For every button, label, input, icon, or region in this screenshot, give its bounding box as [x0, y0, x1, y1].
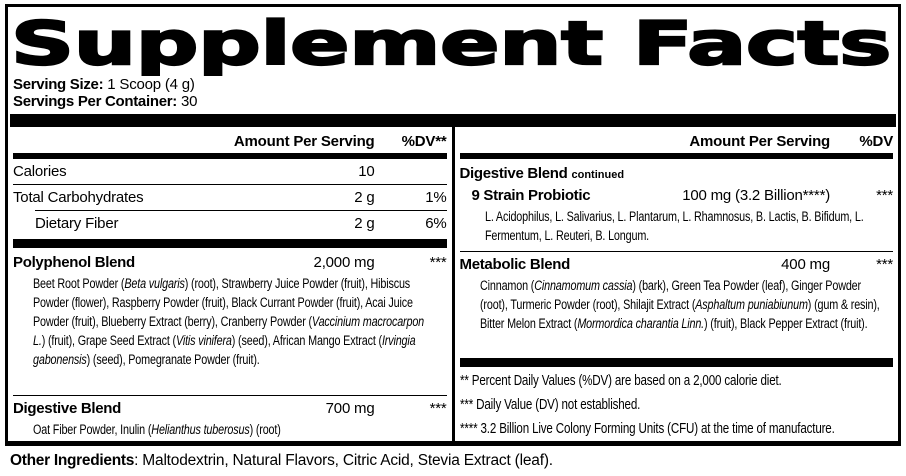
blend-header	[13, 396, 447, 418]
footnotes-divider-bar	[460, 358, 894, 367]
metabolic-blend-section	[460, 252, 894, 337]
blend-header	[460, 159, 894, 183]
digestive-blend-continued-section	[460, 159, 894, 249]
other-ingredients-label: Other Ingredients	[10, 452, 135, 469]
blend-amount: 700 mg	[325, 400, 375, 417]
left-amount-header: Amount Per Serving	[233, 133, 375, 150]
left-column-header	[13, 127, 447, 153]
probiotic-strains-text: L. Acidophilus, L. Salivarius, L. Plantarum, L. Rhamnosus, B. Lactis, B. Bifidum, L. Fermentum, L. Reuteri, B. Longum.	[484, 209, 864, 243]
blend-amount: 2,000 mg	[313, 254, 375, 271]
digestive-blend-section	[13, 395, 447, 441]
facts-columns	[8, 127, 898, 441]
other-ingredients-value: : Maltodextrin, Natural Flavors, Citric Acid, Stevia Extract (leaf).	[134, 452, 553, 469]
footnote-text: *** Daily Value (DV) not established.	[459, 396, 640, 413]
blend-amount: 400 mg	[781, 256, 830, 273]
sub-blend-dv: ***	[876, 187, 893, 204]
nutrient-dv: 1%	[425, 189, 447, 206]
sub-blend-name: 9 Strain Probiotic	[471, 187, 591, 204]
probiotic-row	[460, 183, 894, 205]
blend-header	[13, 250, 447, 272]
nutrient-amount: 2 g	[354, 189, 375, 206]
footnote-cfu	[460, 417, 894, 441]
nutrient-name: Dietary Fiber	[35, 215, 119, 232]
servings-per-container-line	[13, 94, 898, 111]
right-dv-header: %DV	[859, 133, 893, 150]
servings-per-container-label: Servings Per Container:	[13, 92, 177, 110]
page-title: Supplement Facts	[11, 12, 891, 76]
section-divider-bar	[13, 239, 447, 248]
servings-per-container-value: 30	[176, 92, 198, 110]
facts-panel	[5, 4, 901, 446]
footnote-text: ** Percent Daily Values (%DV) are based on a 2,000 calorie diet.	[459, 372, 782, 389]
blend-name-line	[460, 165, 894, 182]
table-row-dietary-fiber	[13, 211, 447, 236]
sub-blend-amount: 100 mg (3.2 Billion****)	[682, 187, 830, 204]
right-column	[455, 127, 899, 441]
nutrient-dv: 6%	[425, 215, 447, 232]
blend-ingredients	[13, 272, 447, 373]
serving-size-label: Serving Size:	[13, 76, 104, 93]
blend-name: Metabolic Blend	[459, 256, 571, 273]
blend-ingredients	[460, 274, 894, 337]
blend-name: Digestive Blend	[13, 400, 122, 417]
right-column-header	[460, 127, 894, 153]
top-divider-bar	[10, 114, 896, 127]
nutrient-amount: 2 g	[354, 215, 375, 232]
continued-label: continued	[571, 169, 625, 181]
serving-size-line	[13, 77, 898, 94]
polyphenol-blend-section	[13, 250, 447, 373]
blend-name: Polyphenol Blend	[13, 254, 135, 271]
blend-header	[460, 252, 894, 274]
blend-name: Digestive Blend	[459, 165, 568, 182]
serving-info	[13, 77, 898, 110]
blend-ingredients	[13, 418, 447, 441]
blend-dv: ***	[429, 254, 447, 271]
blend-dv: ***	[429, 400, 447, 417]
footnote-daily-values	[460, 369, 894, 393]
table-row-total-carbohydrates	[13, 185, 447, 210]
footnote-text: **** 3.2 Billion Live Colony Forming Units (CFU) at the time of manufacture.	[459, 420, 835, 437]
left-column	[8, 127, 452, 441]
right-amount-header: Amount Per Serving	[689, 133, 830, 150]
blend-ingredients-text: Beet Root Powder (Beta vulgaris) (root), Strawberry Juice Powder (fruit), Hibiscus Powder (flower), Raspberry Powder (fruit), Black Currant Powder (fruit), Acai Juice Powder (fruit), Blueberry Extract (berry), Cranberry Powder (Vaccinium macrocarpon L.) (fruit), Grape Seed Extract (Vitis vinifera) (seed), African Mango Extract (Irvingia gabonensis) (seed), Pomegranate Powder (fruit).	[33, 276, 425, 367]
left-dv-header: %DV**	[401, 133, 447, 150]
blend-ingredients-text: Oat Fiber Powder, Inulin (Helianthus tuberosus) (root)	[33, 422, 281, 437]
footnotes-section	[460, 355, 894, 441]
nutrient-name: Total Carbohydrates	[13, 189, 144, 206]
title-banner	[10, 12, 896, 76]
nutrient-name: Calories	[13, 163, 67, 180]
other-ingredients-line	[10, 452, 900, 470]
nutrient-amount: 10	[358, 163, 375, 180]
blend-ingredients-text: Cinnamon (Cinnamomum cassia) (bark), Green Tea Powder (leaf), Ginger Powder (root), Turmeric Powder (root), Shilajit Extract (Asphaltum puniabiunum) (gum & resin), Bitter Melon Extract (Mormordica charantia Linn.) (fruit), Black Pepper Extract (fruit).	[479, 278, 880, 331]
probiotic-strains	[460, 205, 894, 249]
footnote-dv-not-established	[460, 393, 894, 417]
blend-dv: ***	[876, 256, 893, 273]
table-row-calories	[13, 159, 447, 184]
serving-size-value: 1 Scoop (4 g)	[103, 76, 195, 93]
